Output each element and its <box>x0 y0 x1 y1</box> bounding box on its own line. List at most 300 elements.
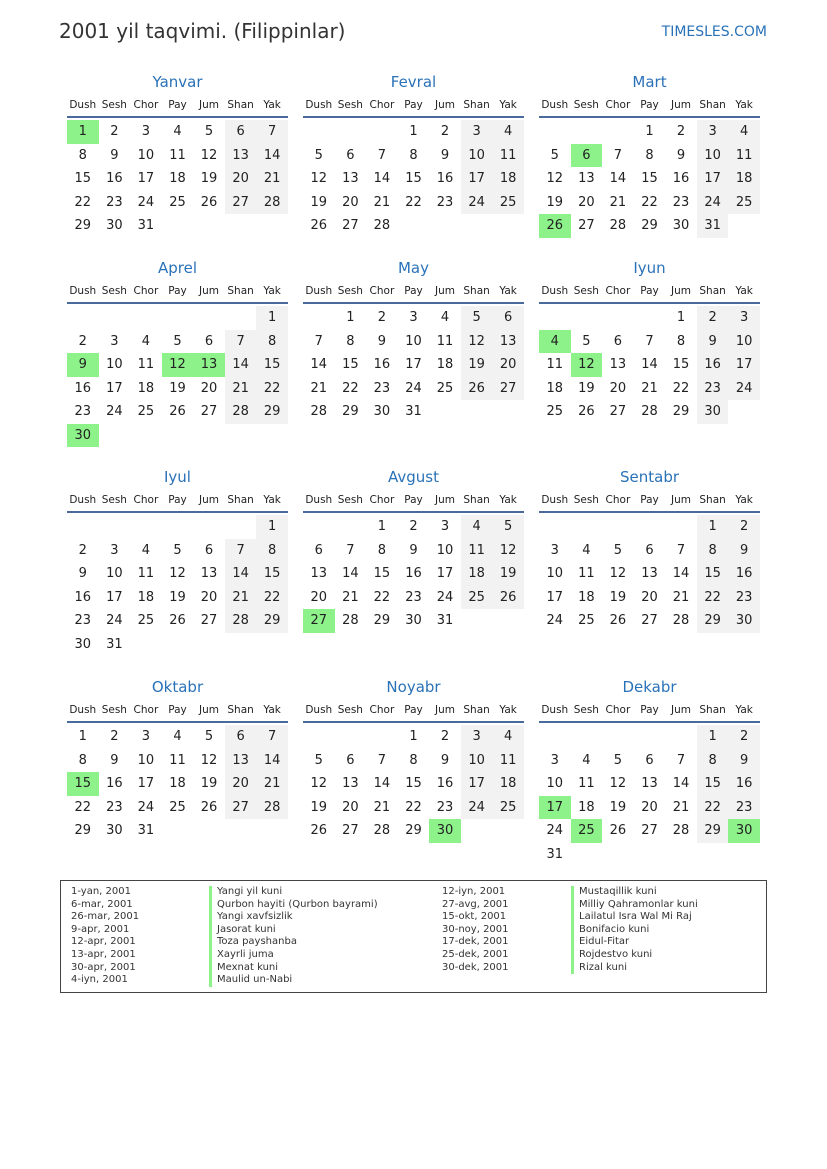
day-cell[interactable]: 9 <box>377 333 387 349</box>
day-cell[interactable]: 15 <box>697 562 729 586</box>
day-cell[interactable]: 8 <box>78 147 87 163</box>
day-cell[interactable]: 13 <box>225 749 257 773</box>
day-cell[interactable]: 6 <box>346 752 355 768</box>
day-cell[interactable]: 5 <box>204 729 214 744</box>
day-cell[interactable]: 4 <box>173 124 182 139</box>
day-cell[interactable]: 26 <box>609 823 627 838</box>
day-cell[interactable]: 6 <box>225 120 257 144</box>
day-cell[interactable]: 6 <box>204 542 214 558</box>
day-cell[interactable]: 20 <box>200 380 218 396</box>
day-cell[interactable]: 9 <box>440 752 450 768</box>
day-cell[interactable]: 15 <box>405 776 422 791</box>
day-cell[interactable]: 3 <box>141 124 151 139</box>
day-cell[interactable]: 30 <box>373 404 391 419</box>
day-cell[interactable]: 2 <box>78 542 87 558</box>
day-cell[interactable]: 24 <box>697 191 729 215</box>
day-cell[interactable]: 7 <box>377 752 387 768</box>
day-cell[interactable]: 21 <box>310 380 328 396</box>
day-cell[interactable]: 16 <box>74 589 92 605</box>
day-cell[interactable]: 2 <box>409 519 418 534</box>
day-cell[interactable]: 28 <box>256 796 288 820</box>
day-cell[interactable]: 15 <box>373 566 391 581</box>
day-cell[interactable]: 2 <box>110 729 119 744</box>
day-cell[interactable]: 23 <box>74 404 92 419</box>
day-cell[interactable]: 15 <box>641 171 658 186</box>
day-cell[interactable]: 12 <box>169 566 186 581</box>
day-cell[interactable]: 11 <box>137 357 155 372</box>
day-cell[interactable]: 22 <box>672 380 690 396</box>
day-cell[interactable]: 13 <box>342 171 359 186</box>
day-cell[interactable]: 17 <box>436 566 454 581</box>
day-cell[interactable]: 9 <box>676 147 686 163</box>
day-cell[interactable]: 30 <box>67 424 99 448</box>
day-cell[interactable]: 2 <box>377 310 387 325</box>
day-cell[interactable]: 8 <box>697 539 729 563</box>
day-cell[interactable]: 22 <box>373 589 391 605</box>
day-cell[interactable]: 25 <box>571 819 603 843</box>
day-cell[interactable]: 18 <box>578 799 595 815</box>
day-cell[interactable]: 28 <box>373 218 391 233</box>
day-cell[interactable]: 31 <box>137 218 155 233</box>
day-cell[interactable]: 27 <box>492 377 524 401</box>
day-cell[interactable]: 11 <box>492 749 524 773</box>
day-cell[interactable]: 23 <box>436 194 454 210</box>
day-cell[interactable]: 10 <box>137 147 155 163</box>
day-cell[interactable]: 5 <box>461 306 493 330</box>
day-cell[interactable]: 1 <box>409 124 418 139</box>
day-cell[interactable]: 1 <box>67 120 99 144</box>
day-cell[interactable]: 4 <box>173 729 182 744</box>
day-cell[interactable]: 14 <box>672 776 690 791</box>
day-cell[interactable]: 13 <box>342 776 359 791</box>
day-cell[interactable]: 15 <box>256 353 288 377</box>
day-cell[interactable]: 4 <box>492 725 524 749</box>
day-cell[interactable]: 10 <box>697 144 729 168</box>
day-cell[interactable]: 6 <box>571 144 603 168</box>
day-cell[interactable]: 20 <box>578 194 595 210</box>
day-cell[interactable]: 5 <box>613 752 623 768</box>
day-cell[interactable]: 18 <box>461 562 493 586</box>
day-cell[interactable]: 22 <box>256 586 288 610</box>
day-cell[interactable]: 21 <box>256 167 288 191</box>
day-cell[interactable]: 23 <box>405 589 422 605</box>
day-cell[interactable]: 24 <box>137 799 155 815</box>
day-cell[interactable]: 23 <box>697 377 729 401</box>
day-cell[interactable]: 29 <box>74 218 92 233</box>
day-cell[interactable]: 22 <box>342 380 359 396</box>
day-cell[interactable]: 27 <box>342 823 359 838</box>
day-cell[interactable]: 16 <box>436 171 454 186</box>
day-cell[interactable]: 24 <box>405 380 422 396</box>
day-cell[interactable]: 29 <box>74 823 92 838</box>
day-cell[interactable]: 26 <box>169 613 186 628</box>
day-cell[interactable]: 25 <box>169 799 186 815</box>
day-cell[interactable]: 22 <box>74 194 92 210</box>
day-cell[interactable]: 5 <box>204 124 214 139</box>
day-cell[interactable]: 21 <box>225 377 257 401</box>
day-cell[interactable]: 12 <box>310 776 328 791</box>
day-cell[interactable]: 14 <box>310 357 328 372</box>
day-cell[interactable]: 30 <box>429 819 461 843</box>
day-cell[interactable]: 25 <box>137 613 155 628</box>
day-cell[interactable]: 18 <box>169 776 186 791</box>
day-cell[interactable]: 20 <box>641 799 658 815</box>
day-cell[interactable]: 30 <box>405 613 422 628</box>
day-cell[interactable]: 12 <box>461 330 493 354</box>
day-cell[interactable]: 19 <box>546 194 564 210</box>
day-cell[interactable]: 4 <box>141 542 151 558</box>
day-cell[interactable]: 18 <box>578 589 595 605</box>
day-cell[interactable]: 21 <box>256 772 288 796</box>
day-cell[interactable]: 1 <box>78 729 87 744</box>
day-cell[interactable]: 11 <box>578 776 595 791</box>
day-cell[interactable]: 24 <box>137 194 155 210</box>
day-cell[interactable]: 16 <box>106 171 123 186</box>
day-cell[interactable]: 7 <box>225 539 257 563</box>
day-cell[interactable]: 3 <box>550 542 559 558</box>
day-cell[interactable]: 22 <box>641 194 658 210</box>
day-cell[interactable]: 4 <box>440 310 450 325</box>
day-cell[interactable]: 3 <box>409 310 418 325</box>
day-cell[interactable]: 29 <box>641 218 658 233</box>
day-cell[interactable]: 25 <box>728 191 760 215</box>
day-cell[interactable]: 3 <box>461 725 493 749</box>
day-cell[interactable]: 23 <box>106 194 123 210</box>
day-cell[interactable]: 20 <box>641 589 658 605</box>
day-cell[interactable]: 9 <box>67 353 99 377</box>
day-cell[interactable]: 28 <box>609 218 627 233</box>
day-cell[interactable]: 10 <box>137 752 155 768</box>
day-cell[interactable]: 5 <box>550 147 559 163</box>
day-cell[interactable]: 6 <box>314 542 323 558</box>
day-cell[interactable]: 25 <box>492 796 524 820</box>
day-cell[interactable]: 11 <box>728 144 760 168</box>
day-cell[interactable]: 30 <box>106 218 123 233</box>
day-cell[interactable]: 12 <box>200 752 218 768</box>
day-cell[interactable]: 21 <box>373 194 391 210</box>
day-cell[interactable]: 14 <box>672 566 690 581</box>
day-cell[interactable]: 16 <box>672 171 690 186</box>
day-cell[interactable]: 14 <box>609 171 627 186</box>
day-cell[interactable]: 23 <box>74 613 92 628</box>
day-cell[interactable]: 9 <box>110 147 119 163</box>
day-cell[interactable]: 20 <box>225 167 257 191</box>
day-cell[interactable]: 17 <box>697 167 729 191</box>
day-cell[interactable]: 20 <box>609 380 627 396</box>
day-cell[interactable]: 7 <box>256 120 288 144</box>
day-cell[interactable]: 18 <box>728 167 760 191</box>
day-cell[interactable]: 5 <box>492 515 524 539</box>
day-cell[interactable]: 20 <box>492 353 524 377</box>
day-cell[interactable]: 4 <box>141 333 151 349</box>
day-cell[interactable]: 29 <box>405 823 422 838</box>
day-cell[interactable]: 17 <box>461 772 493 796</box>
day-cell[interactable]: 19 <box>461 353 493 377</box>
day-cell[interactable]: 11 <box>492 144 524 168</box>
day-cell[interactable]: 1 <box>697 725 729 749</box>
day-cell[interactable]: 23 <box>373 380 391 396</box>
day-cell[interactable]: 5 <box>613 542 623 558</box>
day-cell[interactable]: 26 <box>200 799 218 815</box>
day-cell[interactable]: 15 <box>67 772 99 796</box>
day-cell[interactable]: 8 <box>78 752 87 768</box>
day-cell[interactable]: 18 <box>137 380 155 396</box>
day-cell[interactable]: 18 <box>546 380 564 396</box>
day-cell[interactable]: 19 <box>169 380 186 396</box>
day-cell[interactable]: 10 <box>405 333 422 349</box>
day-cell[interactable]: 30 <box>728 819 760 843</box>
day-cell[interactable]: 26 <box>310 823 328 838</box>
day-cell[interactable]: 26 <box>310 218 328 233</box>
day-cell[interactable]: 25 <box>461 586 493 610</box>
day-cell[interactable]: 29 <box>256 609 288 633</box>
day-cell[interactable]: 17 <box>461 167 493 191</box>
day-cell[interactable]: 26 <box>492 586 524 610</box>
day-cell[interactable]: 17 <box>539 796 571 820</box>
day-cell[interactable]: 2 <box>110 124 119 139</box>
day-cell[interactable]: 8 <box>409 147 418 163</box>
day-cell[interactable]: 7 <box>346 542 355 558</box>
day-cell[interactable]: 10 <box>546 566 564 581</box>
day-cell[interactable]: 2 <box>728 725 760 749</box>
day-cell[interactable]: 2 <box>78 333 87 349</box>
day-cell[interactable]: 4 <box>539 330 571 354</box>
day-cell[interactable]: 23 <box>106 799 123 815</box>
day-cell[interactable]: 6 <box>492 306 524 330</box>
day-cell[interactable]: 26 <box>539 214 571 238</box>
day-cell[interactable]: 12 <box>162 353 194 377</box>
day-cell[interactable]: 14 <box>373 171 391 186</box>
day-cell[interactable]: 27 <box>200 613 218 628</box>
day-cell[interactable]: 28 <box>672 823 690 838</box>
day-cell[interactable]: 31 <box>137 823 155 838</box>
day-cell[interactable]: 4 <box>582 542 591 558</box>
day-cell[interactable]: 19 <box>169 589 186 605</box>
day-cell[interactable]: 3 <box>697 120 729 144</box>
day-cell[interactable]: 20 <box>310 589 328 605</box>
day-cell[interactable]: 18 <box>436 357 454 372</box>
day-cell[interactable]: 13 <box>225 144 257 168</box>
day-cell[interactable]: 24 <box>106 613 123 628</box>
day-cell[interactable]: 12 <box>200 147 218 163</box>
day-cell[interactable]: 8 <box>645 147 654 163</box>
day-cell[interactable]: 13 <box>200 566 218 581</box>
day-cell[interactable]: 14 <box>225 353 257 377</box>
day-cell[interactable]: 1 <box>256 515 288 539</box>
day-cell[interactable]: 16 <box>436 776 454 791</box>
day-cell[interactable]: 14 <box>225 562 257 586</box>
day-cell[interactable]: 12 <box>609 566 627 581</box>
day-cell[interactable]: 7 <box>676 752 686 768</box>
day-cell[interactable]: 5 <box>173 333 182 349</box>
day-cell[interactable]: 28 <box>256 191 288 215</box>
day-cell[interactable]: 17 <box>728 353 760 377</box>
day-cell[interactable]: 29 <box>373 613 391 628</box>
day-cell[interactable]: 16 <box>106 776 123 791</box>
day-cell[interactable]: 30 <box>106 823 123 838</box>
day-cell[interactable]: 27 <box>641 823 658 838</box>
day-cell[interactable]: 23 <box>672 194 690 210</box>
day-cell[interactable]: 11 <box>436 333 454 349</box>
day-cell[interactable]: 7 <box>256 725 288 749</box>
day-cell[interactable]: 25 <box>137 404 155 419</box>
day-cell[interactable]: 28 <box>342 613 359 628</box>
day-cell[interactable]: 15 <box>405 171 422 186</box>
day-cell[interactable]: 21 <box>672 799 690 815</box>
day-cell[interactable]: 5 <box>314 752 323 768</box>
day-cell[interactable]: 16 <box>728 562 760 586</box>
day-cell[interactable]: 16 <box>373 357 391 372</box>
day-cell[interactable]: 22 <box>697 586 729 610</box>
day-cell[interactable]: 5 <box>582 333 591 349</box>
day-cell[interactable]: 14 <box>256 144 288 168</box>
day-cell[interactable]: 13 <box>578 171 595 186</box>
day-cell[interactable]: 13 <box>641 776 658 791</box>
day-cell[interactable]: 23 <box>728 796 760 820</box>
day-cell[interactable]: 19 <box>609 589 627 605</box>
day-cell[interactable]: 6 <box>645 752 654 768</box>
day-cell[interactable]: 20 <box>342 194 359 210</box>
day-cell[interactable]: 16 <box>697 353 729 377</box>
day-cell[interactable]: 3 <box>141 729 151 744</box>
day-cell[interactable]: 9 <box>697 330 729 354</box>
day-cell[interactable]: 16 <box>405 566 422 581</box>
day-cell[interactable]: 11 <box>137 566 155 581</box>
day-cell[interactable]: 10 <box>546 776 564 791</box>
day-cell[interactable]: 24 <box>728 377 760 401</box>
day-cell[interactable]: 26 <box>609 613 627 628</box>
day-cell[interactable]: 13 <box>641 566 658 581</box>
day-cell[interactable]: 12 <box>310 171 328 186</box>
day-cell[interactable]: 25 <box>492 191 524 215</box>
day-cell[interactable]: 12 <box>546 171 564 186</box>
day-cell[interactable]: 19 <box>578 380 595 396</box>
day-cell[interactable]: 19 <box>310 799 328 815</box>
day-cell[interactable]: 22 <box>405 799 422 815</box>
day-cell[interactable]: 28 <box>672 613 690 628</box>
day-cell[interactable]: 8 <box>256 330 288 354</box>
day-cell[interactable]: 2 <box>440 729 450 744</box>
day-cell[interactable]: 6 <box>346 147 355 163</box>
day-cell[interactable]: 27 <box>342 218 359 233</box>
day-cell[interactable]: 1 <box>697 515 729 539</box>
day-cell[interactable]: 6 <box>225 725 257 749</box>
day-cell[interactable]: 17 <box>137 776 155 791</box>
day-cell[interactable]: 24 <box>106 404 123 419</box>
day-cell[interactable]: 21 <box>373 799 391 815</box>
day-cell[interactable]: 3 <box>440 519 450 534</box>
day-cell[interactable]: 9 <box>728 539 760 563</box>
day-cell[interactable]: 6 <box>645 542 654 558</box>
day-cell[interactable]: 9 <box>440 147 450 163</box>
day-cell[interactable]: 14 <box>641 357 658 372</box>
day-cell[interactable]: 25 <box>578 613 595 628</box>
day-cell[interactable]: 27 <box>225 191 257 215</box>
day-cell[interactable]: 3 <box>110 542 119 558</box>
day-cell[interactable]: 27 <box>200 404 218 419</box>
day-cell[interactable]: 8 <box>256 539 288 563</box>
day-cell[interactable]: 5 <box>173 542 182 558</box>
day-cell[interactable]: 13 <box>310 566 328 581</box>
day-cell[interactable]: 15 <box>672 357 690 372</box>
day-cell[interactable]: 12 <box>571 353 603 377</box>
day-cell[interactable]: 14 <box>373 776 391 791</box>
day-cell[interactable]: 3 <box>550 752 559 768</box>
day-cell[interactable]: 17 <box>546 589 564 605</box>
day-cell[interactable]: 15 <box>697 772 729 796</box>
day-cell[interactable]: 18 <box>492 772 524 796</box>
day-cell[interactable]: 19 <box>200 171 218 186</box>
day-cell[interactable]: 28 <box>373 823 391 838</box>
day-cell[interactable]: 4 <box>492 120 524 144</box>
day-cell[interactable]: 11 <box>461 539 493 563</box>
day-cell[interactable]: 9 <box>78 566 87 581</box>
day-cell[interactable]: 29 <box>342 404 359 419</box>
day-cell[interactable]: 26 <box>200 194 218 210</box>
day-cell[interactable]: 24 <box>461 191 493 215</box>
day-cell[interactable]: 7 <box>225 330 257 354</box>
day-cell[interactable]: 19 <box>609 799 627 815</box>
day-cell[interactable]: 24 <box>436 589 454 605</box>
day-cell[interactable]: 7 <box>613 147 623 163</box>
day-cell[interactable]: 8 <box>697 749 729 773</box>
day-cell[interactable]: 9 <box>110 752 119 768</box>
day-cell[interactable]: 10 <box>106 357 123 372</box>
day-cell[interactable]: 12 <box>492 539 524 563</box>
day-cell[interactable]: 14 <box>256 749 288 773</box>
day-cell[interactable]: 28 <box>310 404 328 419</box>
day-cell[interactable]: 27 <box>609 404 627 419</box>
day-cell[interactable]: 11 <box>169 147 186 163</box>
day-cell[interactable]: 18 <box>137 589 155 605</box>
day-cell[interactable]: 11 <box>169 752 186 768</box>
day-cell[interactable]: 10 <box>461 144 493 168</box>
day-cell[interactable]: 26 <box>169 404 186 419</box>
day-cell[interactable]: 16 <box>728 772 760 796</box>
day-cell[interactable]: 17 <box>137 171 155 186</box>
day-cell[interactable]: 21 <box>672 589 690 605</box>
day-cell[interactable]: 1 <box>346 310 355 325</box>
day-cell[interactable]: 8 <box>409 752 418 768</box>
day-cell[interactable]: 25 <box>436 380 454 396</box>
day-cell[interactable]: 18 <box>492 167 524 191</box>
day-cell[interactable]: 21 <box>641 380 658 396</box>
day-cell[interactable]: 4 <box>582 752 591 768</box>
day-cell[interactable]: 15 <box>256 562 288 586</box>
day-cell[interactable]: 8 <box>377 542 387 558</box>
day-cell[interactable]: 22 <box>405 194 422 210</box>
day-cell[interactable]: 27 <box>225 796 257 820</box>
day-cell[interactable]: 10 <box>461 749 493 773</box>
day-cell[interactable]: 1 <box>377 519 387 534</box>
day-cell[interactable]: 14 <box>342 566 359 581</box>
day-cell[interactable]: 25 <box>169 194 186 210</box>
day-cell[interactable]: 1 <box>676 310 686 325</box>
day-cell[interactable]: 18 <box>169 171 186 186</box>
day-cell[interactable]: 21 <box>609 194 627 210</box>
day-cell[interactable]: 10 <box>728 330 760 354</box>
day-cell[interactable]: 10 <box>106 566 123 581</box>
day-cell[interactable]: 31 <box>436 613 454 628</box>
day-cell[interactable]: 9 <box>728 749 760 773</box>
day-cell[interactable]: 7 <box>676 542 686 558</box>
day-cell[interactable]: 29 <box>256 400 288 424</box>
day-cell[interactable]: 15 <box>74 171 92 186</box>
day-cell[interactable]: 13 <box>193 353 225 377</box>
day-cell[interactable]: 28 <box>225 609 257 633</box>
day-cell[interactable]: 3 <box>728 306 760 330</box>
day-cell[interactable]: 12 <box>609 776 627 791</box>
